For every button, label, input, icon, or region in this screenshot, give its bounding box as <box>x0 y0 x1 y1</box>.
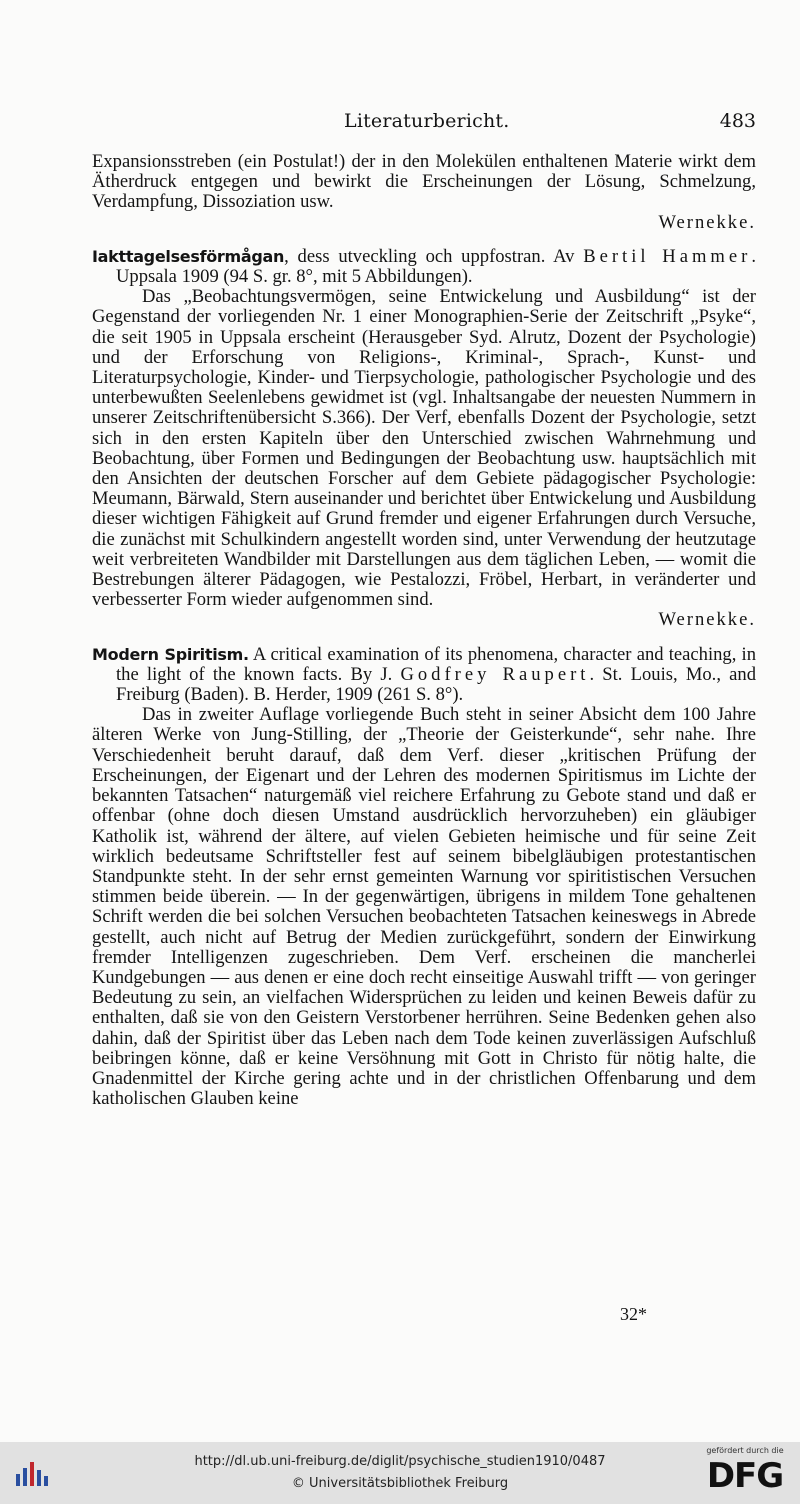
entry-heading <box>92 645 756 706</box>
source-url-link[interactable]: http://dl.ub.uni-freiburg.de/diglit/psychische_studien1910/0487 <box>194 1454 606 1469</box>
entry-details: A critical examination of its phenomena, character and teaching, in the light of the known facts. By J. <box>116 643 757 685</box>
review-paragraph: Das „Beobachtungsvermögen, seine Entwickelung und Ausbildung“ ist der Gegenstand der vorliegenden Nr. 1 einer Monographien-Serie der Zeitschrift „Psyke“, die seit 1905 in Uppsala erscheint (Herausgeber Syd. Alrutz, Dozent der Psychologie) und der Erforschung von Religions-, Kriminal-, Sprach-, Kunst- und Literaturpsychologie, Kinder- und Tierpsychologie, pathologischer Psychologie und des unterbewußten Seelenlebens gewidmet ist (vgl. Inhaltsangabe der neuesten Nummern in unserer Zeitschriftenübersicht S.366). Der Verf, ebenfalls Dozent der Psychologie, setzt sich in den ersten Kapiteln über den Unterschied zwischen Wahrnehmung und Beobachtung, über Formen und Bedingungen der Beobachtung usw. hauptsächlich mit den Ansichten der deutschen Forscher auf dem Gebiete pädagogischer Psychologie: Meumann, Bärwald, Stern auseinander und berichtet über Entwickelung und Ausbildung dieser wichtigen Fähigkeit auf Grund fremder und eigener Erfahrungen durch Versuche, die zunächst mit Schulkindern angestellt worden sind, unter Verwendung der heutzutage weit verbreiteten Wandbilder mit Darstellungen aus dem täglichen Leben, — womit die Bestrebungen älterer Pädagogen, wie Pestalozzi, Fröbel, Herbart, in veränderter und verbesserter Form wieder aufgenommen sind. <box>92 286 756 611</box>
reviewer-signature: Wernekke. <box>658 609 756 631</box>
entry-author: Godfrey Raupert <box>400 663 590 685</box>
entry-heading <box>92 247 756 287</box>
copyright-notice: © Universitätsbibliothek Freiburg <box>291 1476 509 1491</box>
footer-bar <box>0 1442 800 1504</box>
dfg-caption: gefördert durch die <box>706 1446 784 1455</box>
entry-publication: . Uppsala 1909 (94 S. gr. 8°, mit 5 Abbildungen). <box>116 245 756 288</box>
entry-details: , dess utveckling och uppfostran. Av <box>284 245 584 267</box>
entry-author: Bertil Hammer <box>583 245 752 267</box>
sheet-signature-mark: 32* <box>620 1304 647 1324</box>
page-header <box>92 110 756 138</box>
entry-publication: . St. Louis, Mo., and Freiburg (Baden). B. Herder, 1909 (261 S. 8°). <box>116 663 756 706</box>
page-number: 483 <box>719 110 756 132</box>
entry-title: Iakttagelsesförmågan <box>92 246 285 266</box>
body-text <box>92 152 756 1109</box>
entry-title: Modern Spiritism. <box>92 644 249 664</box>
running-title: Literaturbericht. <box>344 110 510 132</box>
review-paragraph: Das in zweiter Auflage vorliegende Buch steht in seiner Absicht dem 100 Jahre älteren Werke von Jung-Stilling, der „Theorie der Geisterkunde“, sehr nahe. Ihre Verschiedenheit beruht darauf, daß dem Verf. dieser „kritischen Prüfung der Erscheinungen, der Eigenart und der Lehren des modernen Spiritismus im Lichte der bekannten Tatsachen“ naturgemäß viel reichere Erfahrung zu Gebote stand und daß er offenbar (ohne doch diesen Umstand ausdrücklich hervorzuheben) ein gläubiger Katholik ist, während der ältere, auf vielen Gebieten heimische und für seine Zeit wirklich bedeutsame Schriftsteller fest auf seinem bibelgläubigen protestantischen Standpunkte steht. In der sehr ernst gemeinten Warnung vor spiritistischen Versuchen stimmen beide überein. — In der gegenwärtigen, übrigens in mildem Tone gehaltenen Schrift werden die bei solchen Versuchen beobachteten Tatsachen keineswegs in Abrede gestellt, auch nicht auf Betrug der Medien zurückgeführt, sondern der Einwirkung fremder Intelligenzen zugeschrieben. Dem Verf. erscheinen die mancherlei Kundgebungen — aus denen er eine doch recht einseitige Auswahl trifft — von geringer Bedeutung zu sein, an vielfachen Widersprüchen zu leiden und keinen Beweis dafür zu enthalten, daß sie von den Geistern Verstorbener herrühren. Seine Bedenken gehen also dahin, daß der Spiritist über das Leben nach dem Tode keinen zuverlässigen Aufschluß beibringen könne, daß er keine Versöhnung mit Gott in Christo für nötig halte, die Gnadenmittel der Kirche gering achte und in der christlichen Offenbarung und dem katholischen Glauben keine <box>92 704 756 1110</box>
dfg-logo-icon: DFG <box>706 1456 784 1496</box>
reviewer-signature: Wernekke. <box>658 211 756 233</box>
dfg-badge <box>700 1446 790 1500</box>
paragraph-continuation: Expansionsstreben (ein Postulat!) der in den Molekülen enthaltenen Materie wirkt dem Ätherdruck entgegen und bewirkt die Erscheinungen der Lösung, Schmelzung, Verdampfung, Dissoziation usw. <box>92 151 756 213</box>
